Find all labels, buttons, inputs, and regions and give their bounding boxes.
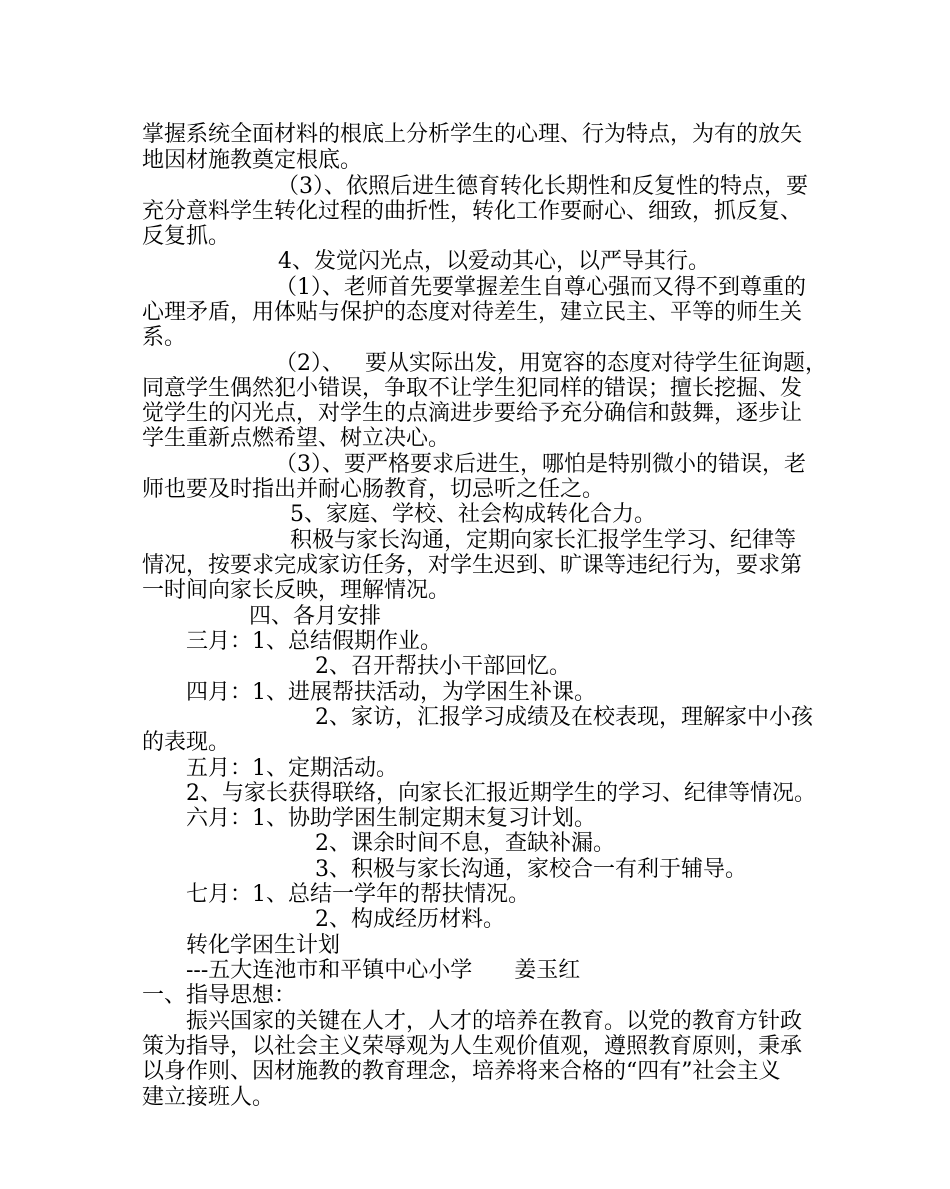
text-line: （3）、依照后进生德育转化长期性和反复性的特点，要 — [277, 174, 808, 199]
text-line: 心理矛盾，用体贴与保护的态度对待差生，建立民主、平等的师生关 — [142, 300, 803, 325]
text-line: 六月：1、协助学困生制定期末复习计划。 — [186, 806, 596, 831]
text-line: 地因材施教奠定根底。 — [142, 148, 363, 173]
text-line: 掌握系统全面材料的根底上分析学生的心理、行为特点，为有的放矢 — [142, 122, 803, 147]
text-line: 反复抓。 — [142, 224, 231, 249]
text-line: 转化学困生计划 — [186, 933, 341, 958]
text-line: 系。 — [142, 325, 187, 350]
text-line: 2、召开帮扶小干部回忆。 — [315, 654, 571, 679]
text-line: 振兴国家的关键在人才，人才的培养在教育。以党的教育方针政 — [186, 1009, 803, 1034]
text-line: 充分意料学生转化过程的曲折性，转化工作要耐心、细致，抓反复、 — [142, 199, 803, 224]
text-line: 2、与家长获得联络，向家长汇报近期学生的学习、纪律等情况。 — [186, 781, 816, 806]
text-line: 2、构成经历材料。 — [315, 907, 505, 932]
text-line: （3）、要严格要求后进生，哪怕是特别微小的错误，老 — [275, 452, 806, 477]
text-line: 四月：1、进展帮扶活动，为学困生补课。 — [186, 680, 596, 705]
text-line: 5、家庭、学校、社会构成转化合力。 — [290, 502, 656, 527]
text-line: 一时间向家长反映，理解情况。 — [142, 578, 451, 603]
text-line: 3、积极与家长沟通，家校合一有利于辅导。 — [315, 857, 747, 882]
text-line: 三月：1、总结假期作业。 — [186, 629, 442, 654]
text-line: 一、指导思想： — [142, 983, 297, 1008]
text-line: 觉学生的闪光点，对学生的点滴进步要给予充分确信和鼓舞，逐步让 — [142, 401, 803, 426]
text-line: 师也要及时指出并耐心肠教育，切忌听之任之。 — [142, 477, 605, 502]
text-line: 情况，按要求完成家访任务，对学生迟到、旷课等违纪行为，要求第 — [142, 553, 803, 578]
text-line: （1）、老师首先要掌握差生自尊心强而又得不到尊重的 — [275, 275, 806, 300]
text-line: 以身作则、因材施教的教育理念，培养将来合格的“四有”社会主义 — [142, 1059, 781, 1084]
text-line: 策为指导，以社会主义荣辱观为人生观价值观，遵照教育原则，秉承 — [142, 1034, 803, 1059]
text-line: 积极与家长沟通，定期向家长汇报学生学习、纪律等 — [290, 528, 797, 553]
text-line: 建立接班人。 — [142, 1085, 275, 1110]
text-line: 2、家访，汇报学习成绩及在校表现，理解家中小孩 — [315, 705, 813, 730]
text-line: 四、各月安排 — [249, 604, 382, 629]
text-line: 2、课余时间不息，查缺补漏。 — [315, 831, 615, 856]
text-line: ---五大连池市和平镇中心小学 姜玉红 — [186, 958, 581, 983]
text-line: 4、发觉闪光点，以爱动其心，以严导其行。 — [278, 249, 710, 274]
text-line: 七月：1、总结一学年的帮扶情况。 — [186, 882, 530, 907]
text-line: （2）、 要从实际出发，用宽容的态度对待学生征询题， — [275, 351, 827, 376]
text-line: 的表现。 — [142, 730, 231, 755]
text-line: 同意学生偶然犯小错误，争取不让学生犯同样的错误；擅长挖掘、发 — [142, 376, 803, 401]
text-line: 学生重新点燃希望、树立决心。 — [142, 426, 451, 451]
text-line: 五月：1、定期活动。 — [186, 756, 398, 781]
